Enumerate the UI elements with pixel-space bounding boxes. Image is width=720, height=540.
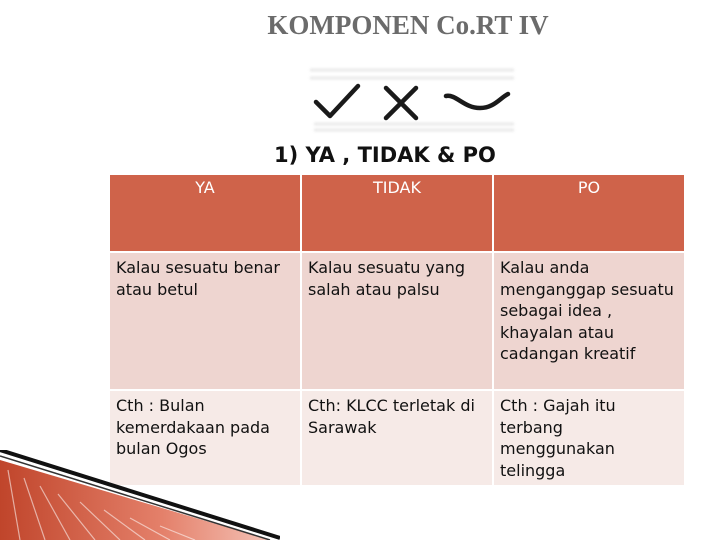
header-ya: YA <box>109 174 301 252</box>
cell-tidak-definition: Kalau sesuatu yang salah atau palsu <box>301 252 493 390</box>
tilde-icon <box>446 94 508 108</box>
cell-tidak-example: Cth: KLCC terletak di Sarawak <box>301 390 493 486</box>
symbols-reflection <box>310 70 514 130</box>
cell-ya-definition: Kalau sesuatu benar atau betul <box>109 252 301 390</box>
symbols-graphic <box>300 58 528 136</box>
comparison-table <box>108 173 686 487</box>
table-header-row <box>109 174 685 252</box>
title-container <box>0 10 720 41</box>
cell-po-definition: Kalau anda menganggap sesuatu sebagai idea , khayalan atau cadangan kreatif <box>493 252 685 390</box>
header-tidak: TIDAK <box>301 174 493 252</box>
corner-decoration <box>0 450 280 540</box>
slide-title: KOMPONEN Co.RT IV <box>267 10 549 40</box>
header-po: PO <box>493 174 685 252</box>
cell-po-example: Cth : Gajah itu terbang menggunakan telingga <box>493 390 685 486</box>
cell-ya-example: Cth : Bulan kemerdakaan pada bulan Ogos <box>109 390 301 486</box>
table-row <box>109 252 685 390</box>
check-icon <box>316 86 358 116</box>
subtitle: 1) YA , TIDAK & PO <box>274 143 496 167</box>
cross-icon <box>386 88 416 118</box>
